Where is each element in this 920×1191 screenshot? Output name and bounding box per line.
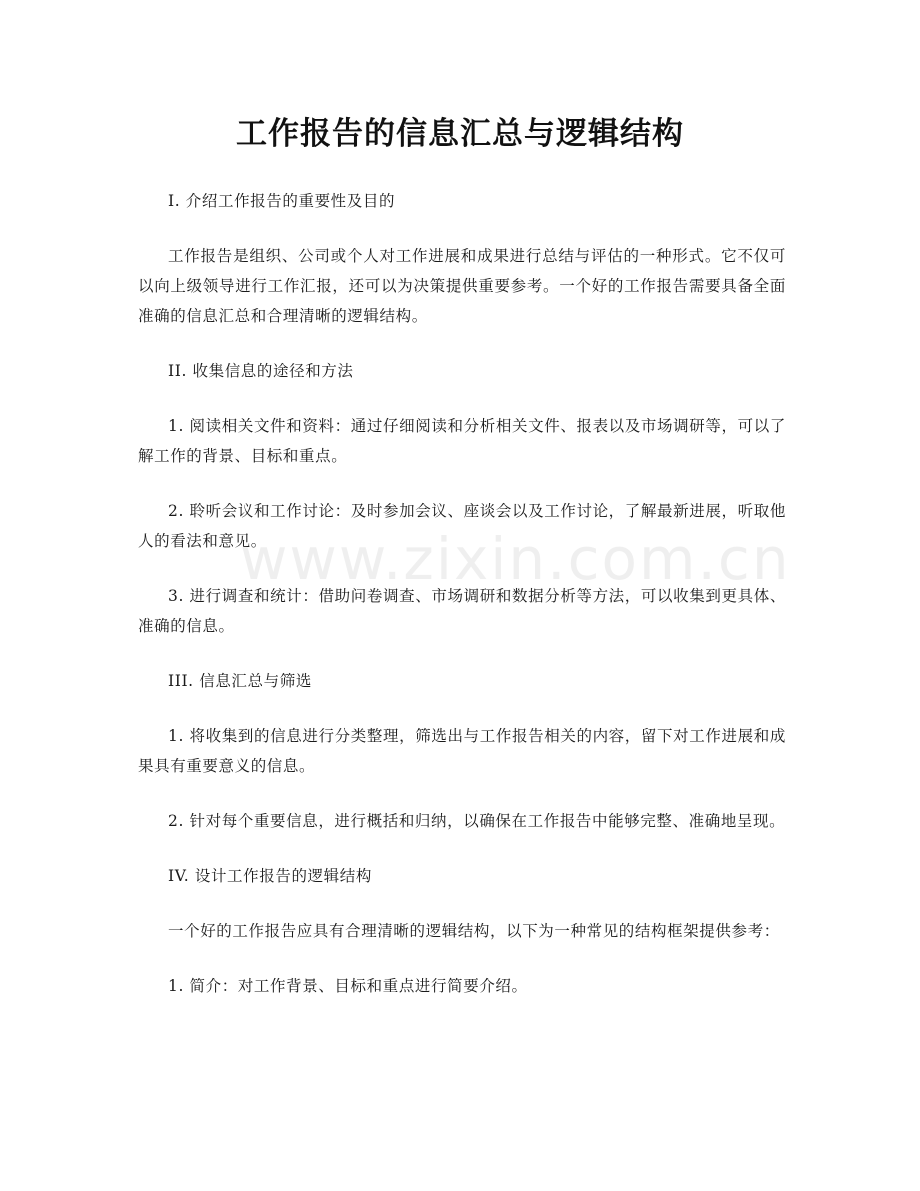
paragraph-structure-1: 1. 简介：对工作背景、目标和重点进行简要介绍。 (168, 977, 528, 995)
document-title: 工作报告的信息汇总与逻辑结构 (236, 116, 684, 152)
paragraph-intro: 工作报告是组织、公司或个人对工作进展和成果进行总结与评估的一种形式。它不仅可以向上级领导进行工作汇报，还可以为决策提供重要参考。一个好的工作报告需要具备全面准确的信息汇总和合理清晰的逻辑结构。 (138, 247, 786, 325)
paragraph-summary-1: 1. 将收集到的信息进行分类整理，筛选出与工作报告相关的内容，留下对工作进展和成果具有重要意义的信息。 (138, 727, 786, 775)
section-heading-4: IV. 设计工作报告的逻辑结构 (168, 867, 372, 885)
section-heading-2: II. 收集信息的途径和方法 (168, 362, 354, 380)
section-heading-3: III. 信息汇总与筛选 (168, 672, 312, 690)
watermark-text: www.zixin.com.cn (240, 525, 791, 593)
paragraph-summary-2: 2. 针对每个重要信息，进行概括和归纳，以确保在工作报告中能够完整、准确地呈现。 (168, 812, 786, 830)
paragraph-method-1: 1. 阅读相关文件和资料：通过仔细阅读和分析相关文件、报表以及市场调研等，可以了解工作的背景、目标和重点。 (138, 417, 786, 465)
paragraph-method-2: 2. 聆听会议和工作讨论：及时参加会议、座谈会以及工作讨论，了解最新进展，听取他人的看法和意见。 (138, 502, 786, 550)
document-body (138, 186, 791, 1026)
paragraph-structure-intro: 一个好的工作报告应具有合理清晰的逻辑结构，以下为一种常见的结构框架提供参考： (168, 922, 780, 940)
paragraph-method-3: 3. 进行调查和统计：借助问卷调查、市场调研和数据分析等方法，可以收集到更具体、准确的信息。 (138, 587, 786, 635)
section-heading-1: I. 介绍工作报告的重要性及目的 (168, 192, 396, 210)
